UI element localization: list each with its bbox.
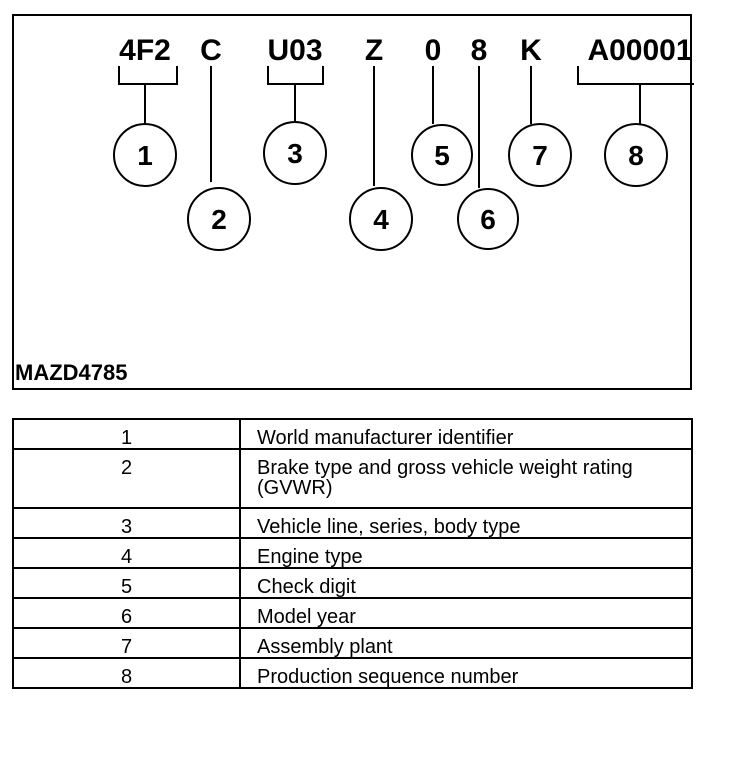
legend-number: 6 <box>13 598 240 628</box>
legend-description: Brake type and gross vehicle weight rating (GVWR) <box>240 449 692 508</box>
callout-number-4: 4 <box>373 204 389 235</box>
legend-number: 1 <box>13 419 240 449</box>
vin-diagram <box>14 16 694 392</box>
callout-circles <box>114 122 667 250</box>
leader-line-8 <box>578 66 694 124</box>
leader-line-3 <box>268 66 323 122</box>
legend-number: 7 <box>13 628 240 658</box>
legend-description: Vehicle line, series, body type <box>240 508 692 538</box>
callout-number-6: 6 <box>480 204 496 235</box>
vin-segment-check-digit: 0 <box>424 34 442 67</box>
callout-number-7: 7 <box>532 140 548 171</box>
vin-segment-vehicle-line: U03 <box>267 34 323 67</box>
callout-number-5: 5 <box>434 140 450 171</box>
legend-number: 4 <box>13 538 240 568</box>
legend-row <box>13 568 692 598</box>
vin-segment-model-year: 8 <box>470 34 488 67</box>
legend-description: Check digit <box>240 568 692 598</box>
legend-number: 8 <box>13 658 240 688</box>
legend-description: Assembly plant <box>240 628 692 658</box>
vin-segment-engine: Z <box>364 34 384 67</box>
legend-number: 5 <box>13 568 240 598</box>
legend-row <box>13 658 692 688</box>
callout-number-2: 2 <box>211 204 227 235</box>
callout-number-3: 3 <box>287 138 303 169</box>
vin-segment-brake-gvwr: C <box>200 34 222 67</box>
legend-number: 2 <box>13 449 240 508</box>
legend-description: Engine type <box>240 538 692 568</box>
figure-id: MAZD4785 <box>15 360 128 385</box>
legend-row <box>13 598 692 628</box>
legend-description: Model year <box>240 598 692 628</box>
vin-diagram-frame <box>12 14 692 390</box>
callout-number-1: 1 <box>137 140 153 171</box>
vin-segment-assembly-plant: K <box>520 34 542 67</box>
legend-row <box>13 628 692 658</box>
leader-line-1 <box>119 66 177 124</box>
legend-row <box>13 449 692 508</box>
legend-row <box>13 508 692 538</box>
legend-table <box>12 418 693 689</box>
legend-number: 3 <box>13 508 240 538</box>
legend-row <box>13 538 692 568</box>
legend-row <box>13 419 692 449</box>
vin-segment-wmi: 4F2 <box>119 34 171 67</box>
legend-description: Production sequence number <box>240 658 692 688</box>
callout-number-8: 8 <box>628 140 644 171</box>
legend-description: World manufacturer identifier <box>240 419 692 449</box>
vin-segment-sequence: A00001 <box>587 34 693 67</box>
